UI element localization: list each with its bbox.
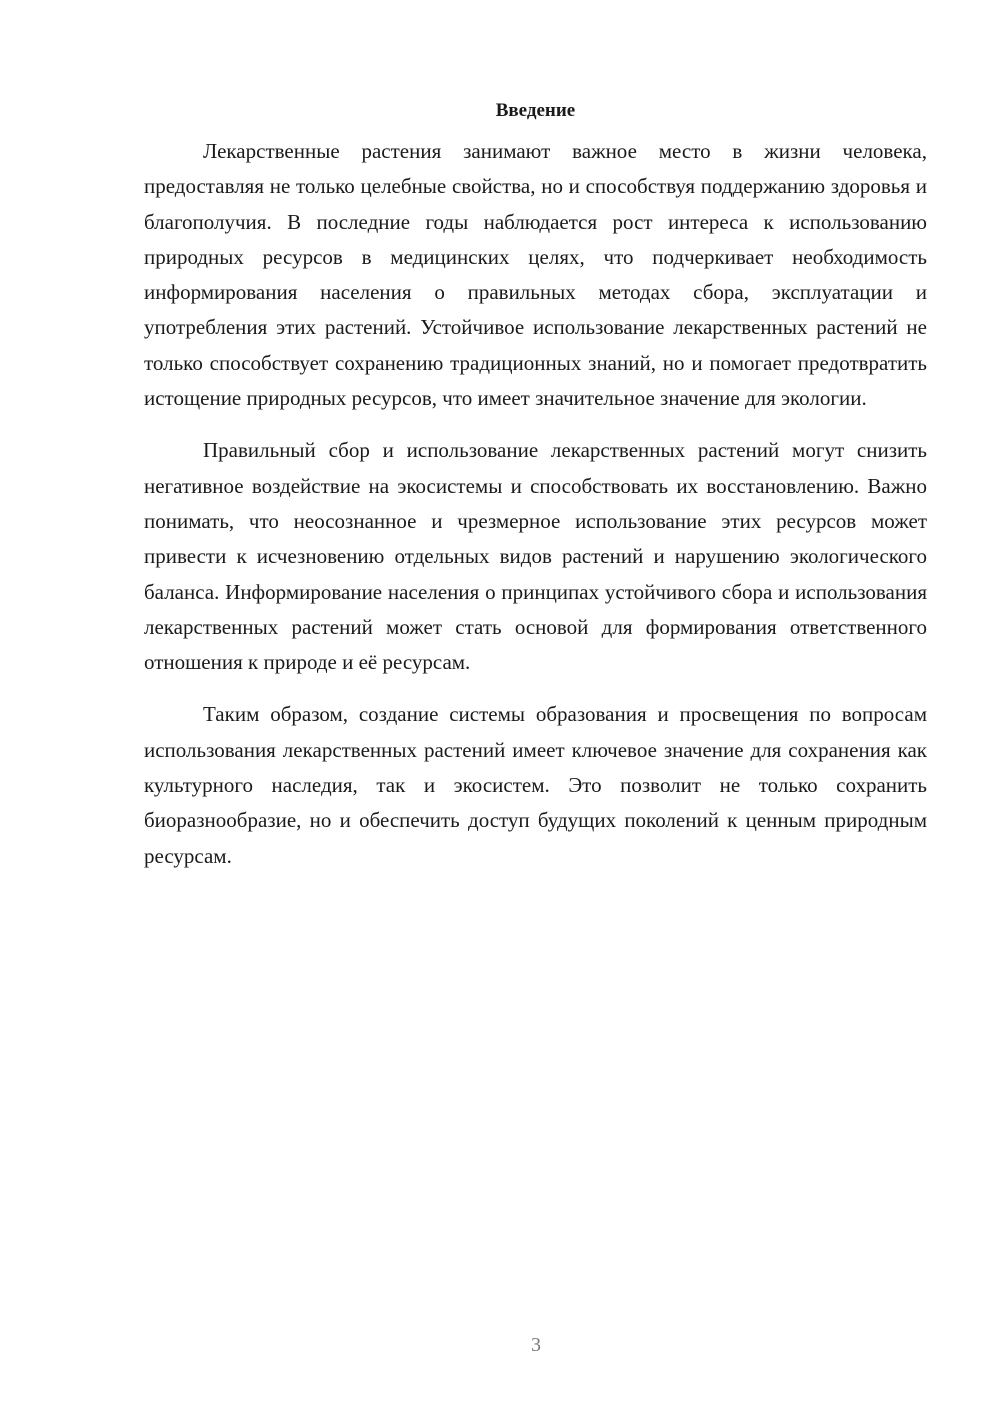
section-title: Введение bbox=[495, 100, 576, 121]
page-number: 3 bbox=[531, 1334, 541, 1356]
paragraph-2: Правильный сбор и использование лекарственных растений могут снизить негативное воздействие на экосистемы и способствовать их восстановлению. Важно понимать, что неосознанное и чрезмерное использование этих ресурсов может привести к исчезновению отдельных видов растений и нарушению экологического баланса. Информирование населения о принципах устойчивого сбора и использования лекарственных растений может стать основой для формирования ответственного отношения к природе и её ресурсам. bbox=[144, 438, 927, 675]
paragraph-3: Таким образом, создание системы образования и просвещения по вопросам использования лекарственных растений имеет ключевое значение для сохранения как культурного наследия, так и экосистем. Это позволит не только сохранить биоразнообразие, но и обеспечить доступ будущих поколений к ценным природным ресурсам. bbox=[144, 702, 927, 868]
paragraph-1: Лекарственные растения занимают важное место в жизни человека, предоставляя не только целебные свойства, но и способствуя поддержанию здоровья и благополучия. В последние годы наблюдается рост интереса к использованию природных ресурсов в медицинских целях, что подчеркивает необходимость информирования населения о правильных методах сбора, эксплуатации и употребления этих растений. Устойчивое использование лекарственных растений не только способствует сохранению традиционных знаний, но и помогает предотвратить истощение природных ресурсов, что имеет значительное значение для экологии. bbox=[144, 139, 927, 411]
page-content bbox=[144, 98, 927, 891]
